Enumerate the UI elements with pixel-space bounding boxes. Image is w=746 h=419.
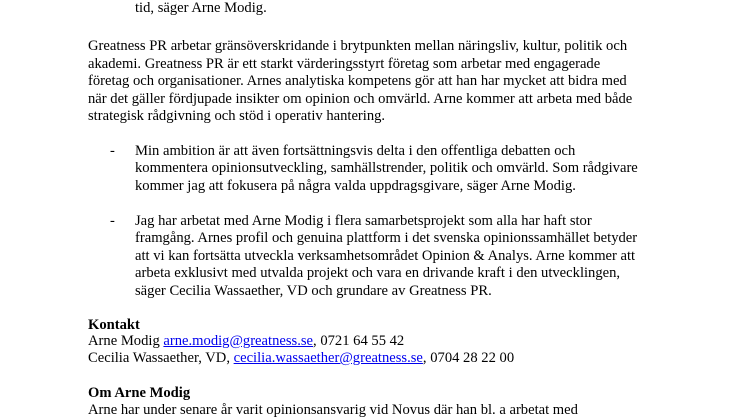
prev-quote-fragment: tid, säger Arne Modig. (135, 0, 267, 16)
arne-email-link[interactable]: arne.modig@greatness.se (163, 333, 314, 349)
quote2-line: att vi kan fortsätta utveckla verksamhetsområdet Opinion & Analys. Arne kommer att (135, 248, 636, 264)
contact-arne (88, 332, 404, 350)
quote1-line: Min ambition är att även fortsättningsvis delta i den offentliga debatten och (135, 143, 576, 159)
contact-name: Cecilia Wassaether, VD, (88, 350, 234, 366)
contact-phone: , 0704 28 22 00 (422, 350, 515, 366)
quote2-line: arbeta exklusivt med utvalda projekt och vara en drivande kraft i den utvecklingen, (135, 265, 621, 281)
quote-dash: - (110, 213, 115, 229)
para1-line: Greatness PR arbetar gränsöverskridande i brytpunkten mellan näringsliv, kultur, politik och (88, 38, 628, 54)
quote2-line: framgång. Arnes profil och genuina plattform i det svenska opinionssamhället betyder (135, 230, 638, 246)
quote2-line: säger Cecilia Wassaether, VD och grundare av Greatness PR. (135, 283, 492, 299)
quote1-line: kommentera opinionsutveckling, samhällstrender, politik och omvärld. Som rådgivare (135, 160, 638, 176)
quote2-line: Jag har arbetat med Arne Modig i flera samarbetsprojekt som alla har haft stor (135, 213, 592, 229)
quote1-line: kommer jag att fokusera på några valda uppdragsgivare, säger Arne Modig. (135, 178, 576, 194)
contact-name: Arne Modig (88, 333, 164, 349)
para1-line: företag och organisationer. Arnes analytiska kompetens gör att han har mycket att bidra med (88, 73, 627, 89)
cecilia-email-link[interactable]: cecilia.wassaether@greatness.se (233, 350, 423, 366)
para1-line: när det gäller fördjupade insikter om opinion och omvärld. Arne kommer att arbeta med både (88, 91, 633, 107)
about-heading: Om Arne Modig (88, 385, 191, 401)
contact-heading: Kontakt (88, 317, 140, 333)
quote-dash: - (110, 143, 115, 159)
contact-cecilia (88, 349, 514, 367)
about-line: Arne har under senare år varit opinionsansvarig vid Novus där han bl. a arbetat med (88, 402, 578, 418)
para1-line: akademi. Greatness PR är ett starkt värderingsstyrt företag som arbetar med engagerade (88, 56, 601, 72)
para1-line: strategisk rådgivning och stöd i operativ hantering. (88, 108, 386, 124)
contact-phone: , 0721 64 55 42 (313, 333, 405, 349)
